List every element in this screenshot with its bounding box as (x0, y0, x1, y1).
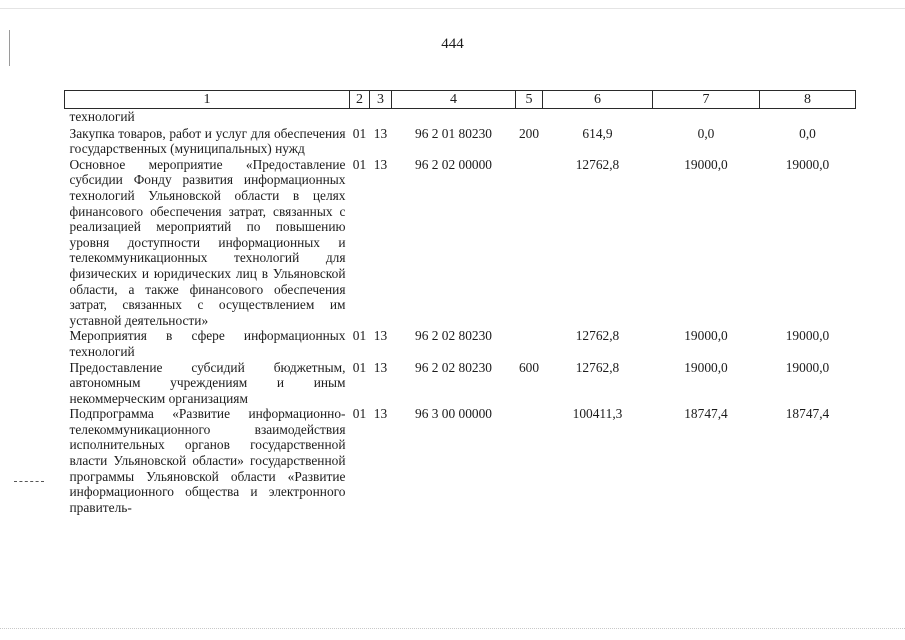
row-name: Предоставление субсидий бюджетным, автономным учреждениям и иным некоммерческим организациям (69, 359, 346, 406)
header-col-1: 1 (65, 91, 350, 109)
row-name: Подпрограмма «Развитие информационно-телекоммуникационного взаимодействия исполнительных органов государственной власти Ульяновской области» государственной программы Ульяновской области «Развитие информационного общества и электронного правитель- (69, 406, 346, 515)
row-name: Мероприятия в сфере информационных технологий (69, 328, 346, 359)
row-section: 01 (352, 125, 367, 141)
table-row (65, 157, 856, 329)
row-section: 01 (352, 406, 367, 422)
header-col-3: 3 (370, 91, 392, 109)
row-section: 01 (352, 156, 367, 172)
row-target-code: 96 3 00 00000 (415, 406, 492, 422)
row-amount-8: 19000,0 (785, 156, 830, 172)
row-amount-8: 19000,0 (785, 328, 830, 344)
row-amount-8 (760, 109, 856, 126)
header-col-5: 5 (516, 91, 543, 109)
row-subsection: 13 (373, 125, 388, 141)
row-amount-6: 12762,8 (575, 359, 620, 375)
row-amount-6 (543, 109, 653, 126)
row-expense-type (516, 406, 543, 515)
row-subsection: 13 (373, 156, 388, 172)
row-amount-6: 100411,3 (572, 406, 623, 422)
row-expense-type (516, 328, 543, 359)
row-section: 01 (352, 359, 367, 375)
row-amount-7: 0,0 (697, 125, 715, 141)
table-row (65, 406, 856, 515)
row-subsection: 13 (373, 328, 388, 344)
row-target-code: 96 2 02 80230 (415, 328, 492, 344)
header-col-7: 7 (653, 91, 760, 109)
row-target-code: 96 2 01 80230 (415, 125, 492, 141)
row-expense-type: 200 (518, 125, 540, 141)
scan-dash-mark (14, 481, 44, 483)
table-row (65, 109, 856, 126)
row-amount-7 (653, 109, 760, 126)
budget-table (64, 90, 856, 515)
row-name: технологий (69, 109, 135, 124)
row-subsection: 13 (373, 406, 388, 422)
row-amount-7: 19000,0 (684, 156, 728, 172)
header-col-2: 2 (350, 91, 370, 109)
row-target-code: 96 2 02 00000 (415, 156, 492, 172)
row-name: Закупка товаров, работ и услуг для обеспечения государственных (муниципальных) нужд (69, 125, 346, 157)
row-expense-type (516, 157, 543, 329)
row-name: Основное мероприятие «Предоставление субсидии Фонду развития информационных технологий Ульяновской области в целях финансового обеспечения затрат, связанных с реализацией мероприятий по повышению уровня доступности информационных и телекоммуникационных технологий для физических и юридических лиц в Ульяновской области, а также финансового обеспечения затрат, связанных с осуществлением им уставной деятельности» (69, 156, 346, 328)
row-section (350, 109, 370, 126)
row-subsection (370, 109, 392, 126)
row-expense-type: 600 (518, 359, 540, 375)
row-expense-type (516, 109, 543, 126)
row-amount-7: 19000,0 (684, 359, 728, 375)
header-col-4: 4 (392, 91, 516, 109)
row-amount-8: 18747,4 (785, 406, 830, 422)
header-col-8: 8 (760, 91, 856, 109)
header-col-6: 6 (543, 91, 653, 109)
table-row (65, 360, 856, 407)
row-target-code (392, 109, 516, 126)
row-subsection: 13 (373, 359, 388, 375)
row-amount-6: 614,9 (582, 125, 613, 141)
row-amount-7: 18747,4 (684, 406, 728, 422)
row-section: 01 (352, 328, 367, 344)
row-amount-7: 19000,0 (684, 328, 728, 344)
page-number: 444 (441, 36, 464, 52)
header-row (65, 91, 856, 109)
row-amount-8: 0,0 (799, 125, 816, 141)
row-amount-6: 12762,8 (575, 328, 620, 344)
row-target-code: 96 2 02 80230 (415, 359, 492, 375)
table-row (65, 328, 856, 359)
scan-bottom-edge (0, 628, 905, 630)
row-amount-8: 19000,0 (785, 359, 830, 375)
row-amount-6: 12762,8 (575, 156, 620, 172)
table-row (65, 126, 856, 157)
page-top-edge (0, 8, 905, 9)
